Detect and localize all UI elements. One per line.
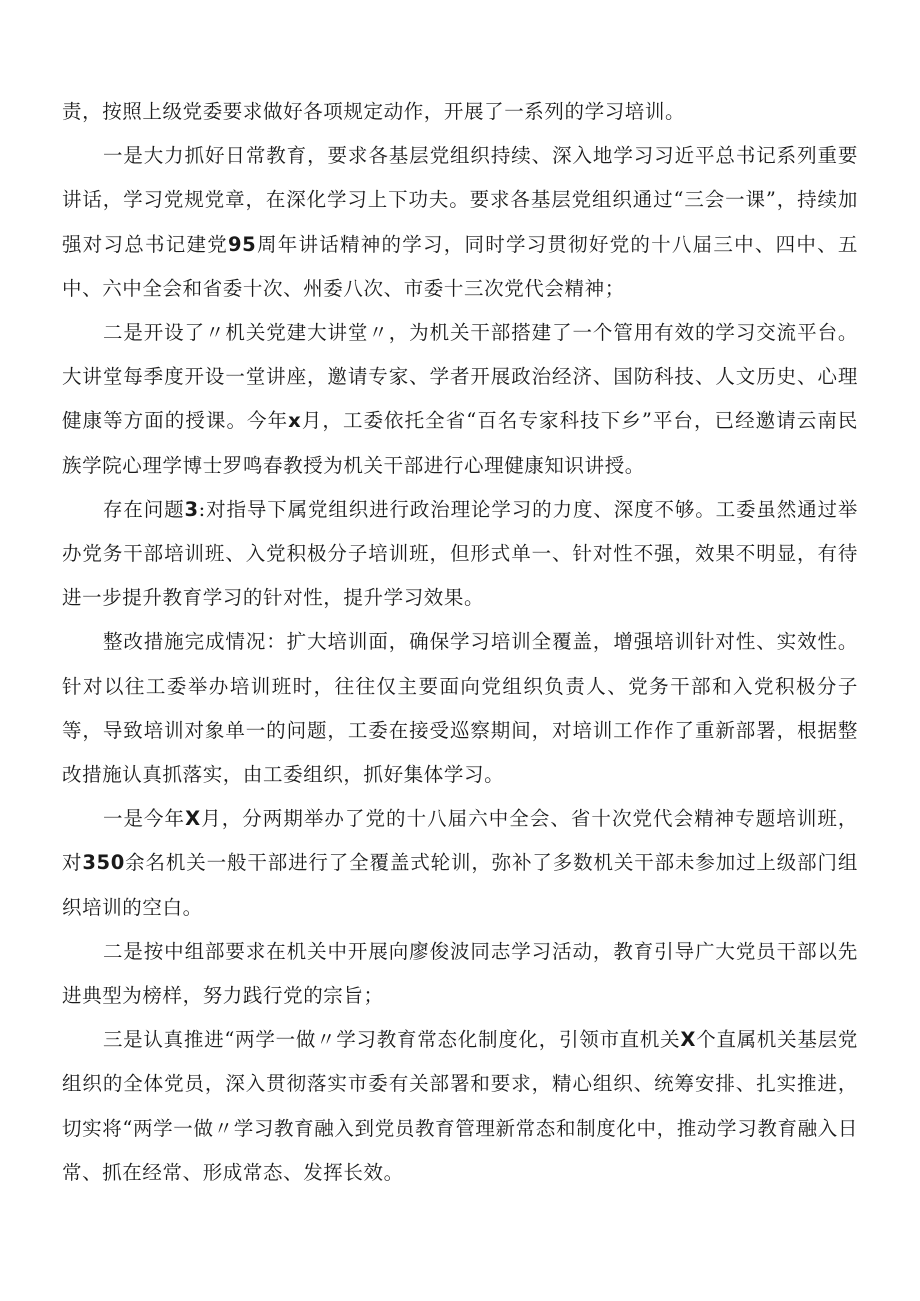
text-run: 二是开设了〃机关党建大讲堂〃，为机关干部搭建了一个管用有效的学习交流平台。大讲堂每季度开设一堂讲座，邀请专家、学者开展政治经济、国防科技、人文历史、心理健康等方面的授课。今年 [62, 321, 858, 433]
bold-figure: 3 [184, 497, 199, 521]
paragraph-lecture-hall [62, 311, 858, 488]
bold-figure: 95 [227, 232, 257, 256]
text-run: 整改措施完成情况：扩大培训面，确保学习培训全覆盖，增强培训针对性、实效性。针对以往工委举办培训班时，往往仅主要面向党组织负责人、党务干部和入党积极分子等，导致培训对象单一的问题，工委在接受巡察期间，对培训工作作了重新部署，根据整改措施认真抓落实，由工委组织，抓好集体学习。 [62, 630, 858, 787]
bold-figure: X [680, 1028, 697, 1052]
paragraph-daily-education [62, 134, 858, 311]
paragraph-continuation [62, 90, 858, 134]
paragraph-liao-junbo [62, 930, 858, 1018]
bold-figure: x [288, 409, 302, 433]
bold-figure: 350 [82, 851, 125, 875]
text-run: 二是按中组部要求在机关中开展向廖俊波同志学习活动，教育引导广大党员干部以先进典型为榜样，努力践行党的宗旨； [62, 939, 858, 1008]
paragraph-two-studies [62, 1018, 858, 1195]
paragraph-rectification [62, 620, 858, 797]
bold-figure: X [185, 807, 201, 831]
text-run: 存在问题 [102, 497, 185, 521]
text-run: 月，工委依托全省“百名专家科技下乡”平台，已经邀请云南民族学院心理学博士罗鸣春教授为机关干部进行心理健康知识讲授。 [62, 409, 858, 477]
text-run: 周年讲话精神的学习，同时学习贯彻好党的十八届三中、四中、五中、六中全会和省委十次、州委八次、市委十三次党代会精神； [62, 232, 858, 300]
text-run: 一是大力抓好日常教育，要求各基层党组织持续、深入地学习习近平总书记系列重要讲话，学习党规党章，在深化学习上下功夫。要求各基层党组织通过“三会一课”，持续加强对习总书记建党 [62, 144, 858, 256]
text-run: 月，分两期举办了党的十八届六中全会、省十次党代会精神专题培训班，对 [62, 807, 859, 875]
text-run: 责，按照上级党委要求做好各项规定动作，开展了一系列的学习培训。 [62, 100, 686, 123]
text-run: :对指导下属党组织进行政治理论学习的力度、深度不够。工委虽然通过举办党务干部培训班、入党积极分子培训班，但形式单一、针对性不强，效果不明显，有待进一步提升教育学习的针对性，提升学习效果。 [62, 497, 858, 610]
text-run: 余名机关一般干部进行了全覆盖式轮训，弥补了多数机关干部未参加过上级部门组织培训的空白。 [62, 851, 858, 919]
text-run: 一是今年 [102, 807, 186, 831]
text-run: 三是认真推进“两学一做〃学习教育常态化制度化，引领市直机关 [102, 1028, 681, 1052]
text-run: 个直属机关基层党组织的全体党员，深入贯彻落实市委有关部署和要求，精心组织、统筹安排、扎实推进，切实将“两学一做〃学习教育融入到党员教育管理新常态和制度化中，推动学习教育融入日常、抓在经常、形成常态、发挥长效。 [62, 1028, 858, 1184]
paragraph-training-sessions [62, 797, 858, 930]
paragraph-problem-3 [62, 488, 858, 621]
